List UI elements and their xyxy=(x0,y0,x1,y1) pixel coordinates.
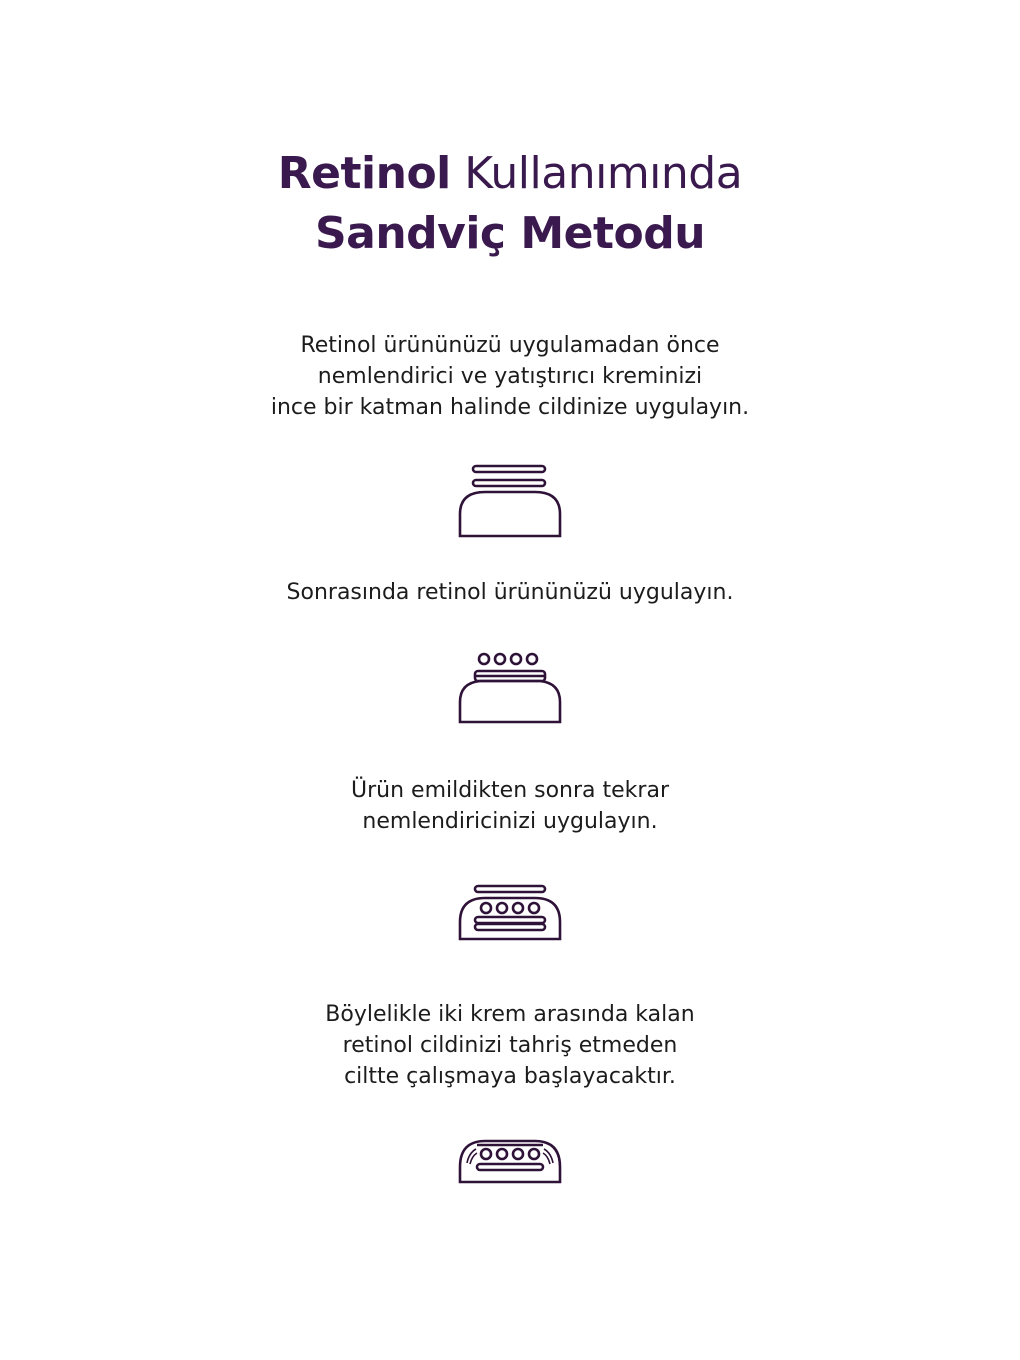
retinol-drops-jar-icon xyxy=(455,650,565,730)
step-4-line-2: retinol cildinizi tahriş etmeden xyxy=(342,1033,678,1058)
retinol-working-skin-icon xyxy=(455,1135,565,1187)
step-1-line-3: ince bir katman halinde cildinize uygulayın. xyxy=(270,395,750,420)
step-4-line-3: ciltte çalışmaya başlayacaktır. xyxy=(344,1064,676,1089)
sandwich-layers-jar-icon xyxy=(455,882,565,944)
step-4-text xyxy=(0,999,1020,1092)
step-3-line-1: Ürün emildikten sonra tekrar xyxy=(351,778,669,803)
step-1-text xyxy=(0,330,1020,423)
step-3-text xyxy=(0,775,1020,837)
step-2-line-1: Sonrasında retinol ürününüzü uygulayın. xyxy=(286,580,734,605)
page-title-line-1 xyxy=(0,148,1020,199)
page-title-line-2: Sandviç Metodu xyxy=(314,208,706,259)
step-2-text xyxy=(0,577,1020,608)
step-3-line-2: nemlendiricinizi uygulayın. xyxy=(362,809,658,834)
step-1-line-1: Retinol ürününüzü uygulamadan önce xyxy=(300,333,720,358)
step-1-line-2: nemlendirici ve yatıştırıcı kreminizi xyxy=(317,364,703,389)
step-4-line-1: Böylelikle iki krem arasında kalan xyxy=(325,1002,695,1027)
title-retinol: Retinol xyxy=(277,148,451,199)
moisturizer-layer-jar-icon xyxy=(455,462,565,542)
title-kullaniminda: Kullanımında xyxy=(450,148,743,199)
